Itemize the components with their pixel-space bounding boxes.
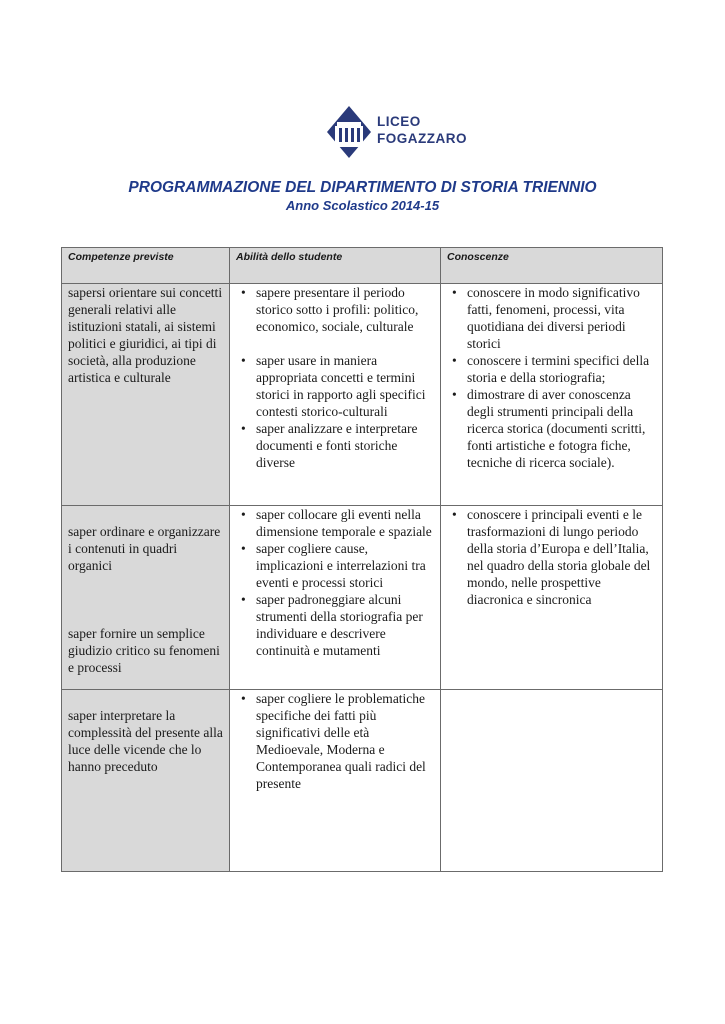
conoscenze-cell bbox=[441, 284, 663, 506]
competenza-item: saper fornire un semplice giudizio critico su fenomeni e processi bbox=[68, 626, 220, 675]
competenze-cell bbox=[62, 690, 230, 872]
competenza-item: saper ordinare e organizzare i contenuti in quadri organici bbox=[68, 524, 221, 573]
school-logo bbox=[325, 104, 475, 164]
competenze-cell bbox=[62, 284, 230, 506]
header-conoscenze: Conoscenze bbox=[441, 248, 663, 284]
table-header-row bbox=[62, 248, 663, 284]
competenza-item: sapersi orientare sui concetti generali relativi alle istituzioni statali, ai sistemi politici e giuridici, ai tipi di società, alla produzione artistica e culturale bbox=[68, 285, 223, 385]
conoscenza-item: • conoscere i termini specifici della storia e della storiografia; bbox=[467, 352, 656, 386]
abilita-item: • saper padroneggiare alcuni strumenti della storiografia per individuare e descrivere continuità e mutamenti bbox=[256, 591, 434, 659]
logo-line-2: FOGAZZARO bbox=[377, 131, 467, 146]
logo-line-1: LICEO bbox=[377, 114, 421, 129]
table-row bbox=[62, 284, 663, 506]
table-row bbox=[62, 506, 663, 690]
competenza-item: saper interpretare la complessità del presente alla luce delle vicende che lo hanno preceduto bbox=[68, 708, 223, 774]
abilita-cell bbox=[230, 284, 441, 506]
abilita-item: • saper cogliere le problematiche specifiche dei fatti più significativi delle età Medioevale, Moderna e Contemporanea quali radici del presente bbox=[256, 690, 434, 792]
school-building-icon bbox=[325, 104, 373, 164]
abilita-item: • saper collocare gli eventi nella dimensione temporale e spaziale bbox=[256, 506, 434, 540]
header-competenze: Competenze previste bbox=[62, 248, 230, 284]
abilita-item: • saper analizzare e interpretare documenti e fonti storiche diverse bbox=[256, 420, 434, 471]
abilita-item: • saper cogliere cause, implicazioni e interrelazioni tra eventi e processi storici bbox=[256, 540, 434, 591]
abilita-item: • sapere presentare il periodo storico sotto i profili: politico, economico, sociale, culturale bbox=[256, 284, 434, 335]
programming-table bbox=[61, 247, 663, 872]
abilita-item: • saper usare in maniera appropriata concetti e termini storici in rapporto agli specifici contesti storico-culturali bbox=[256, 352, 434, 420]
table-row bbox=[62, 690, 663, 872]
conoscenza-item: • conoscere in modo significativo fatti, fenomeni, processi, vita quotidiana dei diversi periodi storici bbox=[467, 284, 656, 352]
competenze-cell bbox=[62, 506, 230, 690]
abilita-cell bbox=[230, 506, 441, 690]
abilita-cell bbox=[230, 690, 441, 872]
conoscenze-cell bbox=[441, 690, 663, 872]
document-title: PROGRAMMAZIONE DEL DIPARTIMENTO DI STORIA TRIENNIO bbox=[128, 179, 597, 196]
document-subtitle: Anno Scolastico 2014-15 bbox=[285, 198, 440, 213]
conoscenza-item: • conoscere i principali eventi e le trasformazioni di lungo periodo della storia d’Europa e dell’Italia, nel quadro della storia globale del mondo, nelle prospettive diacronica e sincronica bbox=[467, 506, 656, 608]
conoscenze-cell bbox=[441, 506, 663, 690]
header-abilita: Abilità dello studente bbox=[230, 248, 441, 284]
conoscenza-item: • dimostrare di aver conoscenza degli strumenti principali della ricerca storica (documenti scritti, fonti artistiche e fotogra fiche, tecniche di ricerca sociale). bbox=[467, 386, 656, 471]
